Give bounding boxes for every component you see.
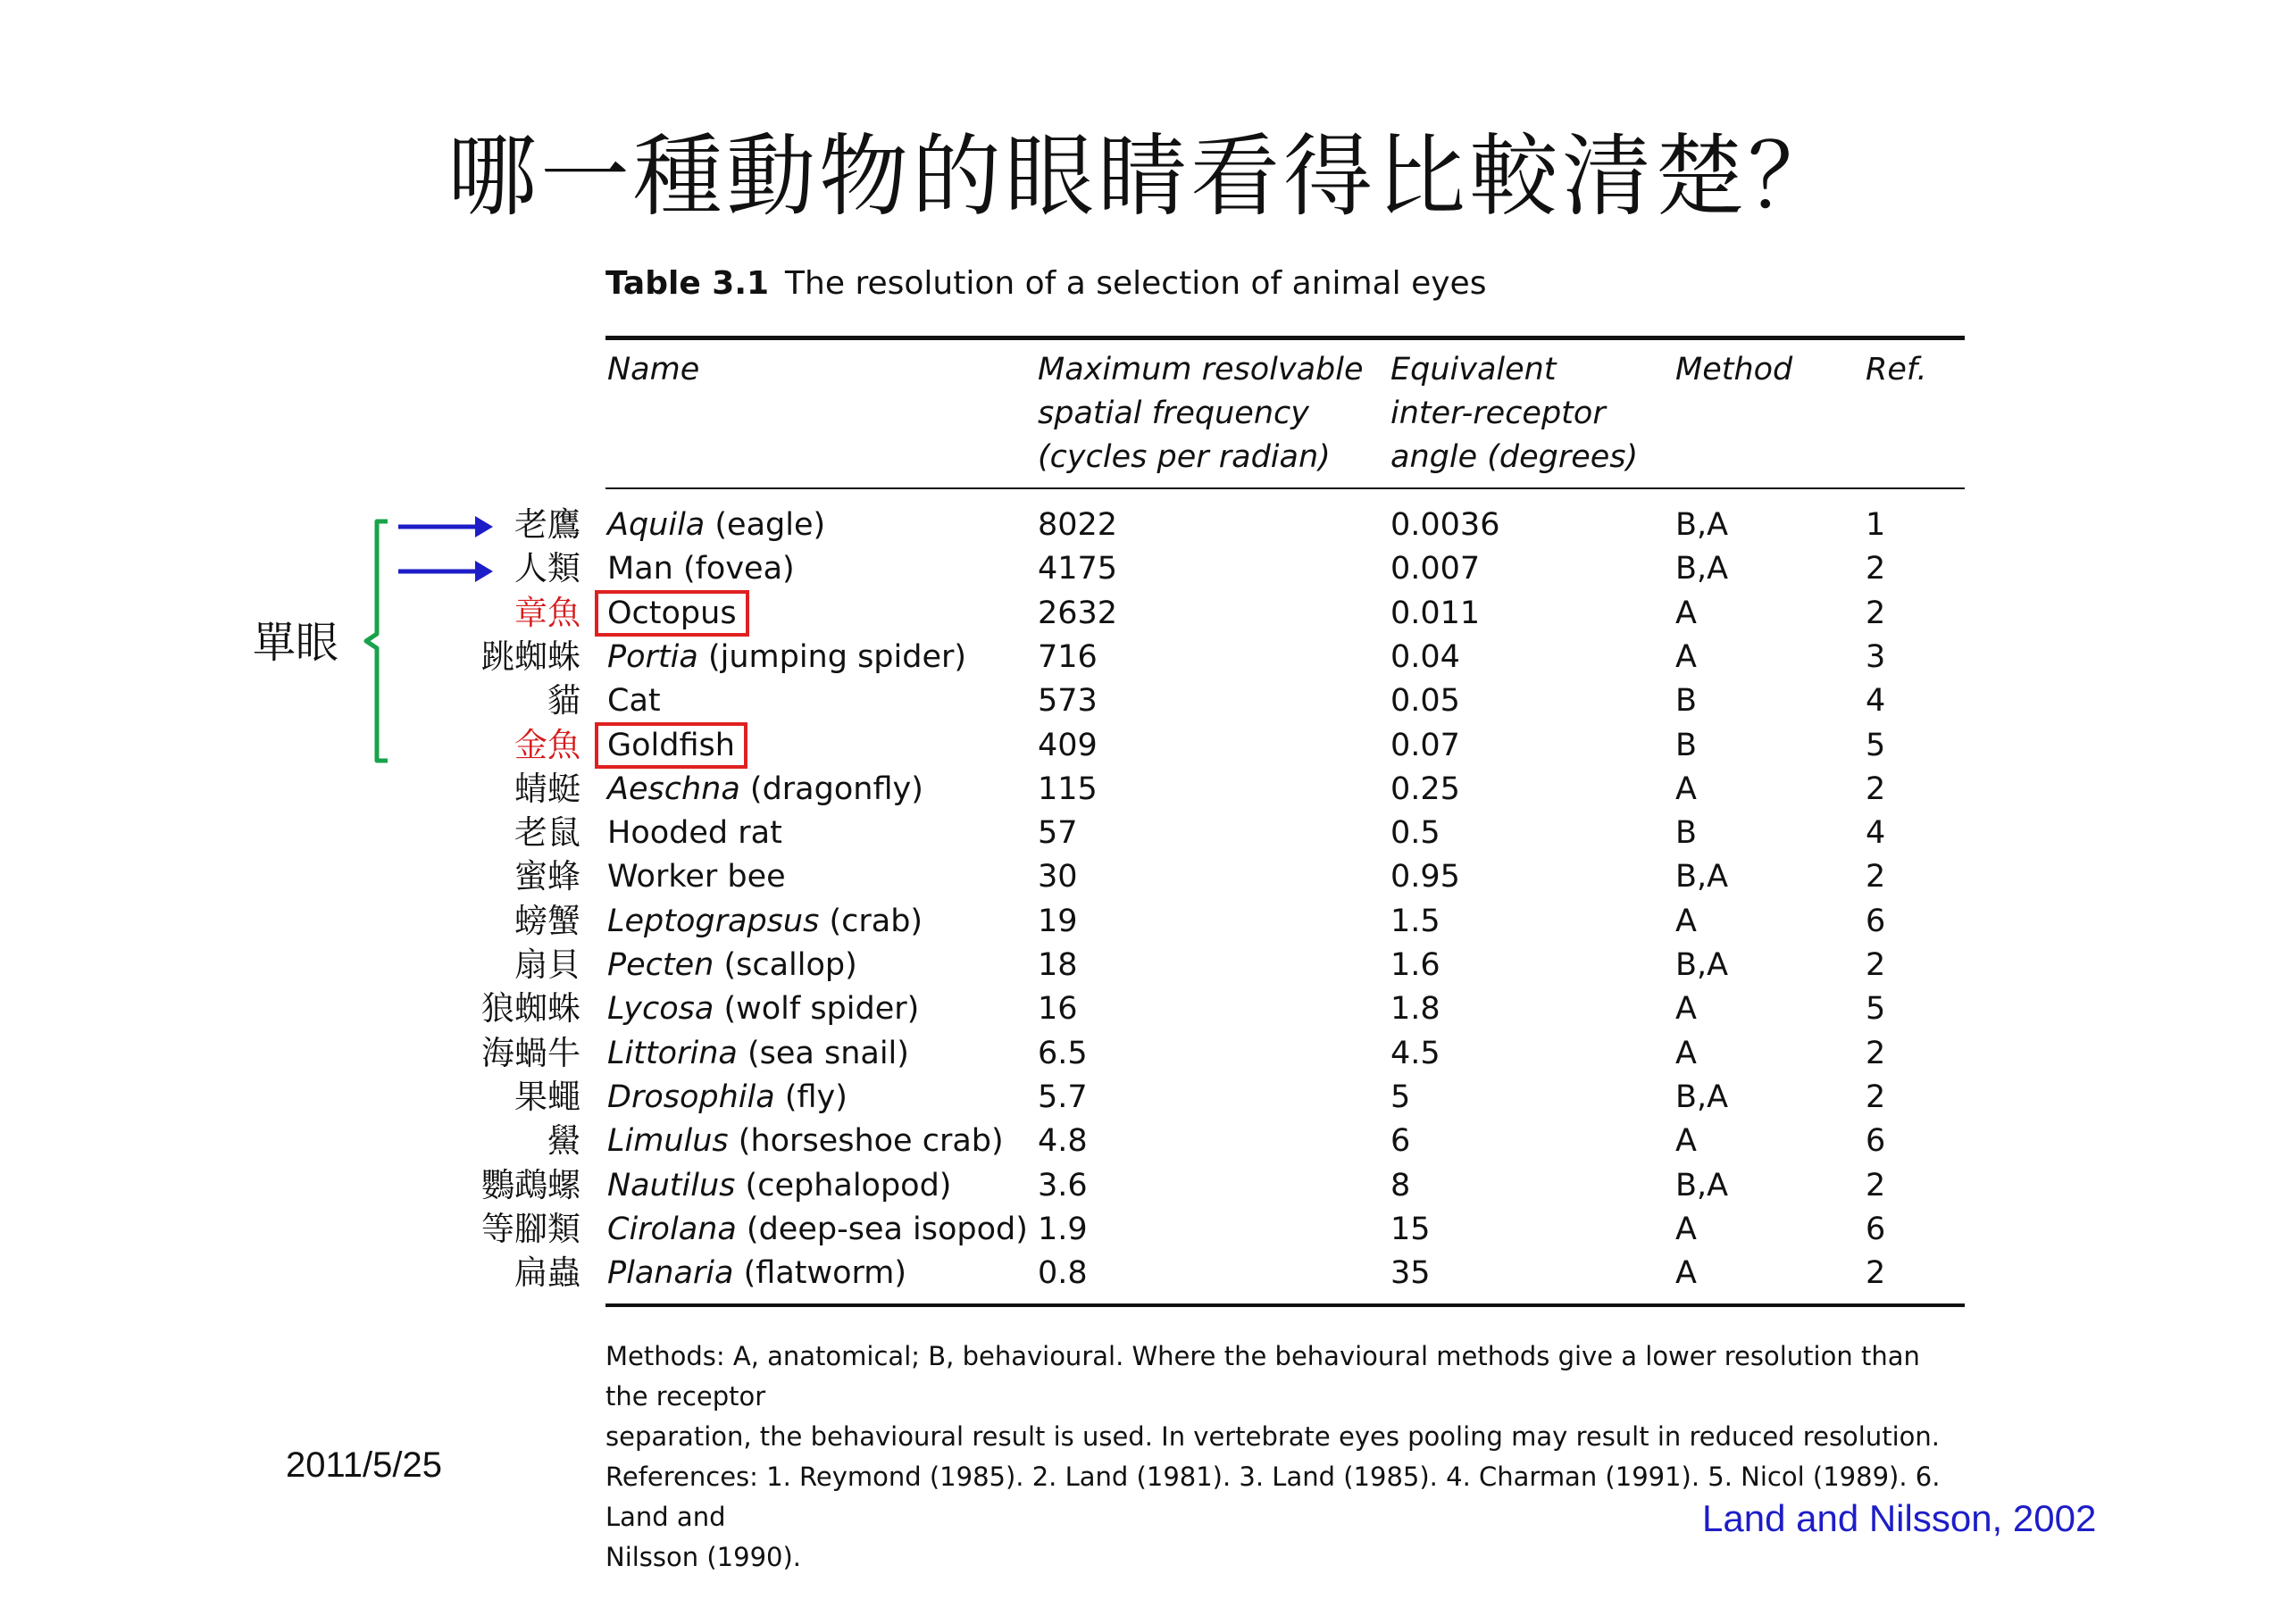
row-name bbox=[607, 770, 923, 809]
row-name bbox=[607, 1078, 848, 1117]
row-name bbox=[607, 857, 786, 896]
row-common-name: Worker bee bbox=[607, 859, 786, 895]
row-chinese-name: 人類 bbox=[514, 549, 580, 587]
row-name bbox=[607, 726, 742, 765]
row-common-name: (horseshoe crab) bbox=[738, 1123, 1004, 1159]
row-ref: 2 bbox=[1866, 771, 1886, 807]
row-genus: Nautilus bbox=[607, 1168, 736, 1203]
arrow-eagle-icon bbox=[397, 509, 497, 545]
row-name bbox=[607, 945, 857, 985]
row-chinese-name: 鱟 bbox=[547, 1121, 580, 1160]
table-header-rule bbox=[605, 487, 1965, 489]
arrow-human-icon bbox=[397, 554, 497, 589]
row-chinese-name: 跳蜘蛛 bbox=[481, 637, 580, 676]
row-chinese-name: 扇貝 bbox=[514, 945, 580, 984]
row-name bbox=[607, 505, 825, 545]
row-name bbox=[607, 813, 782, 853]
row-name bbox=[607, 1121, 1004, 1161]
row-common-name: (cephalopod) bbox=[745, 1168, 952, 1203]
row-ref: 4 bbox=[1866, 815, 1886, 851]
row-name bbox=[607, 902, 923, 941]
row-chinese-name: 章魚 bbox=[514, 594, 580, 632]
row-common-name: Octopus bbox=[600, 595, 744, 631]
slide-date: 2011/5/25 bbox=[286, 1445, 442, 1485]
row-genus: Cirolana bbox=[607, 1212, 737, 1247]
row-angle: 35 bbox=[1390, 1255, 1431, 1291]
row-ref: 5 bbox=[1866, 728, 1886, 763]
bracket-label: 單眼 bbox=[253, 618, 339, 668]
row-common-name: (deep-sea isopod) bbox=[746, 1212, 1028, 1247]
row-ref: 2 bbox=[1866, 1168, 1886, 1203]
row-angle: 0.05 bbox=[1390, 683, 1460, 719]
row-genus: Lycosa bbox=[607, 991, 714, 1027]
row-frequency: 19 bbox=[1038, 904, 1078, 939]
row-genus: Limulus bbox=[607, 1123, 729, 1159]
row-name bbox=[607, 637, 966, 677]
row-ref: 2 bbox=[1866, 551, 1886, 587]
table-caption bbox=[605, 263, 1486, 304]
row-common-name: (wolf spider) bbox=[723, 991, 920, 1027]
row-genus: Drosophila bbox=[607, 1079, 775, 1115]
row-name bbox=[607, 1034, 909, 1073]
row-frequency: 6.5 bbox=[1038, 1036, 1088, 1071]
row-frequency: 3.6 bbox=[1038, 1168, 1088, 1203]
row-frequency: 2632 bbox=[1038, 595, 1118, 631]
row-name bbox=[607, 681, 661, 720]
row-chinese-name: 海蝸牛 bbox=[481, 1034, 580, 1072]
row-method: A bbox=[1675, 1123, 1697, 1159]
row-name bbox=[607, 1253, 906, 1293]
row-frequency: 57 bbox=[1038, 815, 1078, 851]
row-frequency: 18 bbox=[1038, 947, 1078, 983]
row-common-name: (dragonfly) bbox=[749, 771, 923, 807]
row-ref: 2 bbox=[1866, 595, 1886, 631]
row-method: A bbox=[1675, 639, 1697, 675]
row-angle: 5 bbox=[1390, 1079, 1411, 1115]
row-angle: 0.011 bbox=[1390, 595, 1481, 631]
row-method: B,A bbox=[1675, 859, 1729, 895]
row-frequency: 30 bbox=[1038, 859, 1078, 895]
row-common-name: (sea snail) bbox=[747, 1036, 909, 1071]
row-ref: 2 bbox=[1866, 1255, 1886, 1291]
row-common-name: Hooded rat bbox=[607, 815, 782, 851]
row-frequency: 573 bbox=[1038, 683, 1098, 719]
row-frequency: 16 bbox=[1038, 991, 1078, 1027]
row-angle: 8 bbox=[1390, 1168, 1411, 1203]
row-method: A bbox=[1675, 904, 1697, 939]
row-frequency: 4175 bbox=[1038, 551, 1118, 587]
row-common-name: Goldfish bbox=[600, 728, 742, 763]
row-method: A bbox=[1675, 595, 1697, 631]
table-bottom-rule bbox=[605, 1303, 1965, 1307]
row-chinese-name: 扁蟲 bbox=[514, 1253, 580, 1292]
row-genus: Planaria bbox=[607, 1255, 734, 1291]
row-chinese-name: 貓 bbox=[547, 681, 580, 720]
row-ref: 6 bbox=[1866, 1212, 1886, 1247]
row-frequency: 4.8 bbox=[1038, 1123, 1088, 1159]
row-name bbox=[607, 989, 919, 1029]
row-frequency: 0.8 bbox=[1038, 1255, 1088, 1291]
source-credit: Land and Nilsson, 2002 bbox=[1702, 1497, 2097, 1539]
row-frequency: 115 bbox=[1038, 771, 1098, 807]
table-number: Table 3.1 bbox=[605, 265, 770, 302]
row-angle: 0.04 bbox=[1390, 639, 1460, 675]
row-chinese-name: 蜜蜂 bbox=[514, 857, 580, 895]
row-ref: 2 bbox=[1866, 947, 1886, 983]
row-angle: 0.007 bbox=[1390, 551, 1481, 587]
slide-title: 哪一種動物的眼睛看得比較清楚？ bbox=[447, 124, 1841, 229]
row-angle: 0.07 bbox=[1390, 728, 1460, 763]
row-angle: 15 bbox=[1390, 1212, 1431, 1247]
row-frequency: 1.9 bbox=[1038, 1212, 1088, 1247]
row-chinese-name: 老鼠 bbox=[514, 813, 580, 852]
row-chinese-name: 狼蜘蛛 bbox=[481, 989, 580, 1028]
row-ref: 5 bbox=[1866, 991, 1886, 1027]
row-chinese-name: 鸚鵡螺 bbox=[481, 1166, 580, 1204]
row-name bbox=[607, 1166, 951, 1205]
header-method: Method bbox=[1675, 352, 1793, 387]
row-genus: Aeschna bbox=[607, 771, 740, 807]
row-method: A bbox=[1675, 991, 1697, 1027]
row-angle: 4.5 bbox=[1390, 1036, 1440, 1071]
row-method: B,A bbox=[1675, 1168, 1729, 1203]
row-name bbox=[607, 549, 795, 588]
row-chinese-name: 螃蟹 bbox=[514, 902, 580, 940]
row-genus: Pecten bbox=[607, 947, 714, 983]
row-method: B bbox=[1675, 728, 1698, 763]
row-method: B,A bbox=[1675, 507, 1729, 543]
row-method: A bbox=[1675, 771, 1697, 807]
row-ref: 6 bbox=[1866, 1123, 1886, 1159]
header-ref: Ref. bbox=[1866, 352, 1927, 387]
row-common-name: (fly) bbox=[784, 1079, 848, 1115]
row-frequency: 409 bbox=[1038, 728, 1098, 763]
row-frequency: 8022 bbox=[1038, 507, 1118, 543]
row-genus: Portia bbox=[607, 639, 698, 675]
row-angle: 0.95 bbox=[1390, 859, 1460, 895]
row-genus: Aquila bbox=[607, 507, 706, 543]
row-angle: 1.8 bbox=[1390, 991, 1440, 1027]
row-method: B bbox=[1675, 683, 1698, 719]
row-angle: 0.5 bbox=[1390, 815, 1440, 851]
row-angle: 0.0036 bbox=[1390, 507, 1500, 543]
row-method: A bbox=[1675, 1255, 1697, 1291]
row-method: B,A bbox=[1675, 551, 1729, 587]
row-common-name: (flatworm) bbox=[743, 1255, 907, 1291]
row-angle: 6 bbox=[1390, 1123, 1411, 1159]
row-chinese-name: 老鷹 bbox=[514, 505, 580, 544]
row-chinese-name: 等腳類 bbox=[481, 1210, 580, 1248]
bracket-icon bbox=[361, 518, 397, 764]
row-chinese-name: 蜻蜓 bbox=[514, 770, 580, 808]
row-common-name: Man (fovea) bbox=[607, 551, 795, 587]
row-method: A bbox=[1675, 1036, 1697, 1071]
row-method: B,A bbox=[1675, 1079, 1729, 1115]
row-method: A bbox=[1675, 1212, 1697, 1247]
row-common-name: (scallop) bbox=[723, 947, 857, 983]
row-common-name: (jumping spider) bbox=[707, 639, 967, 675]
table-caption-text: The resolution of a selection of animal eyes bbox=[785, 265, 1487, 302]
row-genus: Leptograpsus bbox=[607, 904, 820, 939]
row-name bbox=[607, 594, 744, 633]
table-top-rule bbox=[605, 336, 1965, 340]
row-method: B bbox=[1675, 815, 1698, 851]
row-chinese-name: 金魚 bbox=[514, 726, 580, 764]
row-ref: 2 bbox=[1866, 1036, 1886, 1071]
row-common-name: (eagle) bbox=[714, 507, 826, 543]
row-ref: 2 bbox=[1866, 859, 1886, 895]
header-name: Name bbox=[607, 352, 700, 387]
row-chinese-name: 果蠅 bbox=[514, 1078, 580, 1116]
row-frequency: 716 bbox=[1038, 639, 1098, 675]
row-angle: 1.5 bbox=[1390, 904, 1440, 939]
row-common-name: Cat bbox=[607, 683, 661, 719]
row-common-name: (crab) bbox=[829, 904, 923, 939]
row-ref: 3 bbox=[1866, 639, 1886, 675]
row-genus: Littorina bbox=[607, 1036, 738, 1071]
row-ref: 1 bbox=[1866, 507, 1886, 543]
table-footnote: Methods: A, anatomical; B, behavioural. Where the behavioural methods give a lower resolution than the receptor separation, the behavioural result is used. In vertebrate eyes pooling may result in reduced resolution. References: 1. Reymond (1985). 2. Land (1981). 3. Land (1985). 4. Charman (1991). 5. Nicol (1989). 6. Land and Nilsson (1990). bbox=[605, 1341, 1941, 1572]
row-angle: 1.6 bbox=[1390, 947, 1440, 983]
row-method: B,A bbox=[1675, 947, 1729, 983]
row-ref: 4 bbox=[1866, 683, 1886, 719]
row-ref: 2 bbox=[1866, 1079, 1886, 1115]
header-frequency: Maximum resolvable spatial frequency (cycles per radian) bbox=[1038, 352, 1364, 475]
row-ref: 6 bbox=[1866, 904, 1886, 939]
row-frequency: 5.7 bbox=[1038, 1079, 1088, 1115]
header-angle: Equivalent inter-receptor angle (degrees) bbox=[1390, 352, 1639, 475]
row-angle: 0.25 bbox=[1390, 771, 1460, 807]
row-name bbox=[607, 1210, 1028, 1249]
